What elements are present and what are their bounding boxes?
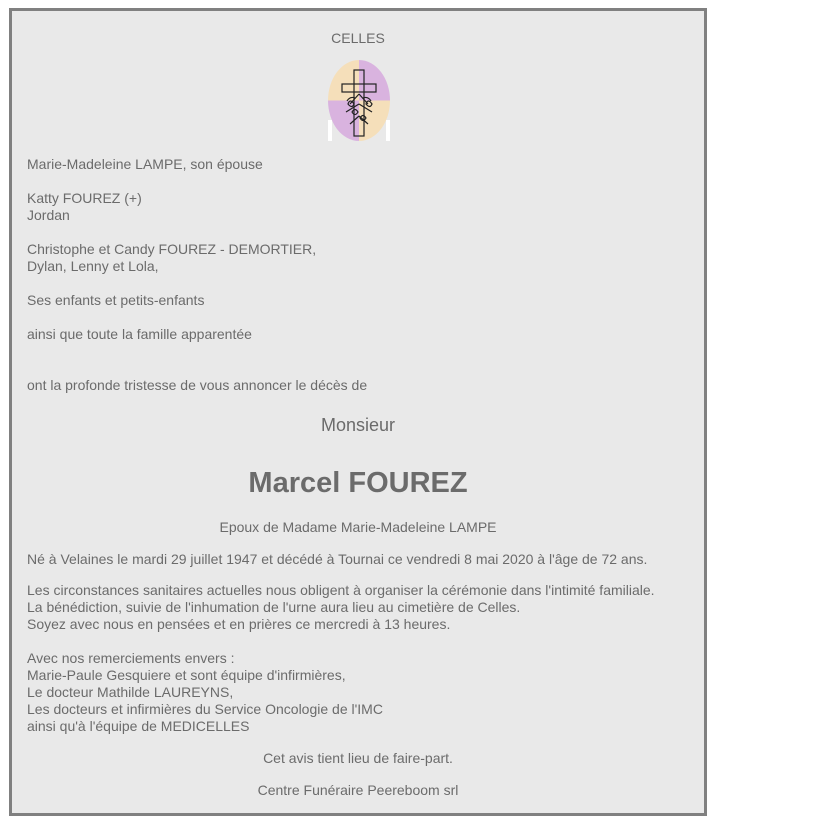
children-line: Ses enfants et petits-enfants [27, 292, 205, 308]
announcement-line: ont la profonde tristesse de vous annoncer le décès de [27, 377, 368, 393]
thanks-line: Le docteur Mathilde LAUREYNS, [27, 684, 234, 700]
family-line: Christophe et Candy FOUREZ - DEMORTIER, [27, 241, 317, 257]
thanks-line: Les docteurs et infirmières du Service Oncologie de l'IMC [27, 701, 383, 717]
ceremony-line: Les circonstances sanitaires actuelles nous obligent à organiser la cérémonie dans l'intimité familiale. [27, 582, 655, 598]
birth-death-line: Né à Velaines le mardi 29 juillet 1947 et décédé à Tournai ce vendredi 8 mai 2020 à l'âge de 72 ans. [27, 551, 648, 567]
cross-with-lily-icon [328, 60, 390, 141]
thanks-line: ainsi qu'à l'équipe de MEDICELLES [27, 718, 250, 734]
place-header: CELLES [331, 30, 385, 46]
obituary-card [9, 8, 707, 816]
family-line: Dylan, Lenny et Lola, [27, 258, 159, 274]
honorific: Monsieur [320, 415, 396, 435]
notice-line: Cet avis tient lieu de faire-part. [263, 750, 453, 766]
extended-family-line: ainsi que toute la famille apparentée [27, 326, 252, 342]
family-line: Marie-Madeleine LAMPE, son épouse [27, 156, 263, 172]
funeral-home: Centre Funéraire Peereboom srl [257, 782, 459, 798]
ceremony-line: Soyez avec nous en pensées et en prières ce mercredi à 13 heures. [27, 616, 451, 632]
ceremony-line: La bénédiction, suivie de l'inhumation de l'urne aura lieu au cimetière de Celles. [27, 599, 521, 615]
thanks-line: Marie-Paule Gesquiere et sont équipe d'infirmières, [27, 667, 346, 683]
deceased-name: Marcel FOUREZ [248, 467, 468, 499]
family-line: Katty FOUREZ (+) [27, 190, 142, 206]
thanks-line: Avec nos remerciements envers : [27, 650, 235, 666]
spouse-line: Epoux de Madame Marie-Madeleine LAMPE [219, 519, 497, 535]
family-line: Jordan [27, 207, 70, 223]
